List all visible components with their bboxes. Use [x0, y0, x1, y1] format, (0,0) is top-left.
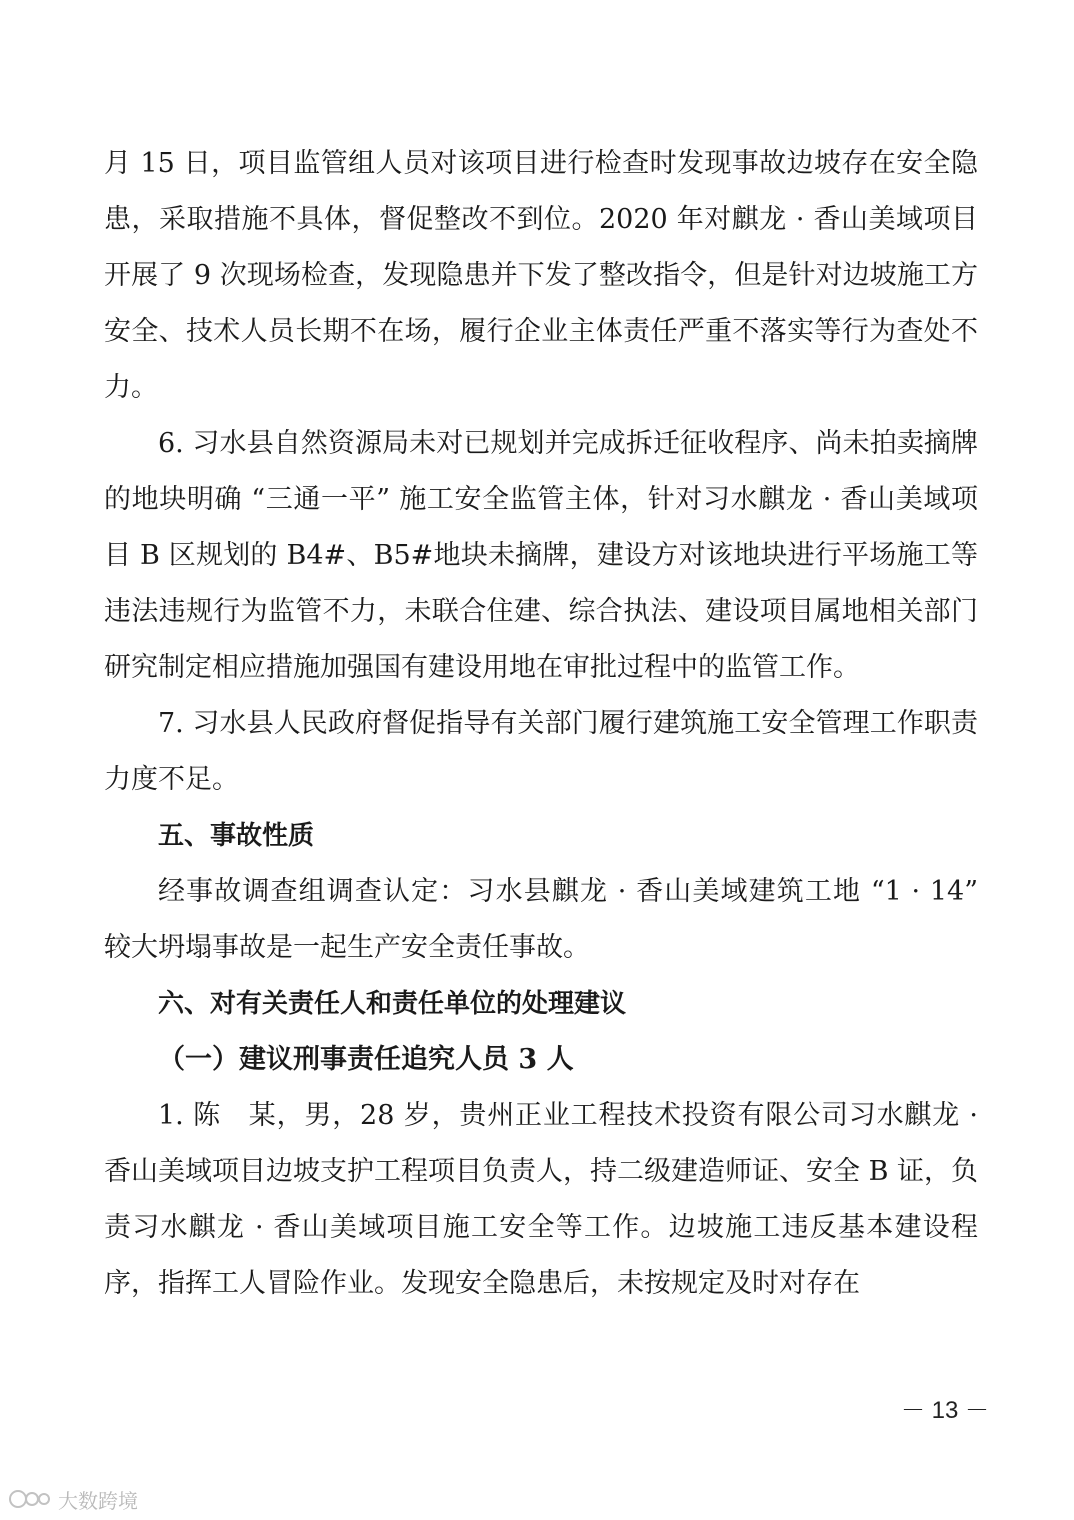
section-heading-5: 五、事故性质: [158, 821, 315, 851]
subsection-heading-1: （一）建议刑事责任追究人员 3 人: [158, 1044, 574, 1075]
page-number: － 13 －: [900, 1397, 990, 1424]
section-heading-6: 六、对有关责任人和责任单位的处理建议: [158, 989, 627, 1019]
paragraph-item-7: 7. 习水县人民政府督促指导有关部门履行建筑施工安全管理工作职责力度不足。: [104, 708, 978, 795]
paragraph-person-1: 1. 陈 某，男，28 岁，贵州正业工程技术投资有限公司习水麒龙 ·香山美域项目边坡支护工程项目负责人，持二级建造师证、安全 B 证，负责习水麒龙 · 香山美域项目施工安全等工作。边坡施工违反基本建设程序，指挥工人冒险作业。发现安全隐患后，未按规定及时对存在: [104, 1100, 979, 1299]
watermark: [8, 1484, 138, 1514]
document-body: [104, 136, 978, 1312]
brand-logo-icon: [8, 1487, 52, 1511]
paragraph-accident-nature: 经事故调查组调查认定：习水县麒龙 · 香山美域建筑工地 “1 · 14” 较大坍塌事故是一起生产安全责任事故。: [104, 876, 978, 963]
watermark-text: 大数跨境: [58, 1488, 138, 1513]
paragraph-item-6: 6. 习水县自然资源局未对已规划并完成拆迁征收程序、尚未拍卖摘牌的地块明确 “三通一平” 施工安全监管主体，针对习水麒龙 · 香山美域项目 B 区规划的 B4#、B5#地块未摘牌，建设方对该地块进行平场施工等违法违规行为监管不力，未联合住建、综合执法、建设项目属地相关部门研究制定相应措施加强国有建设用地在审批过程中的监管工作。: [104, 428, 978, 683]
paragraph-continuation: 月 15 日，项目监管组人员对该项目进行检查时发现事故边坡存在安全隐患，采取措施不具体，督促整改不到位。2020 年对麒龙 · 香山美域项目开展了 9 次现场检查，发现隐患并下发了整改指令，但是针对边坡施工方安全、技术人员长期不在场，履行企业主体责任严重不落实等行为查处不力。: [104, 148, 978, 403]
